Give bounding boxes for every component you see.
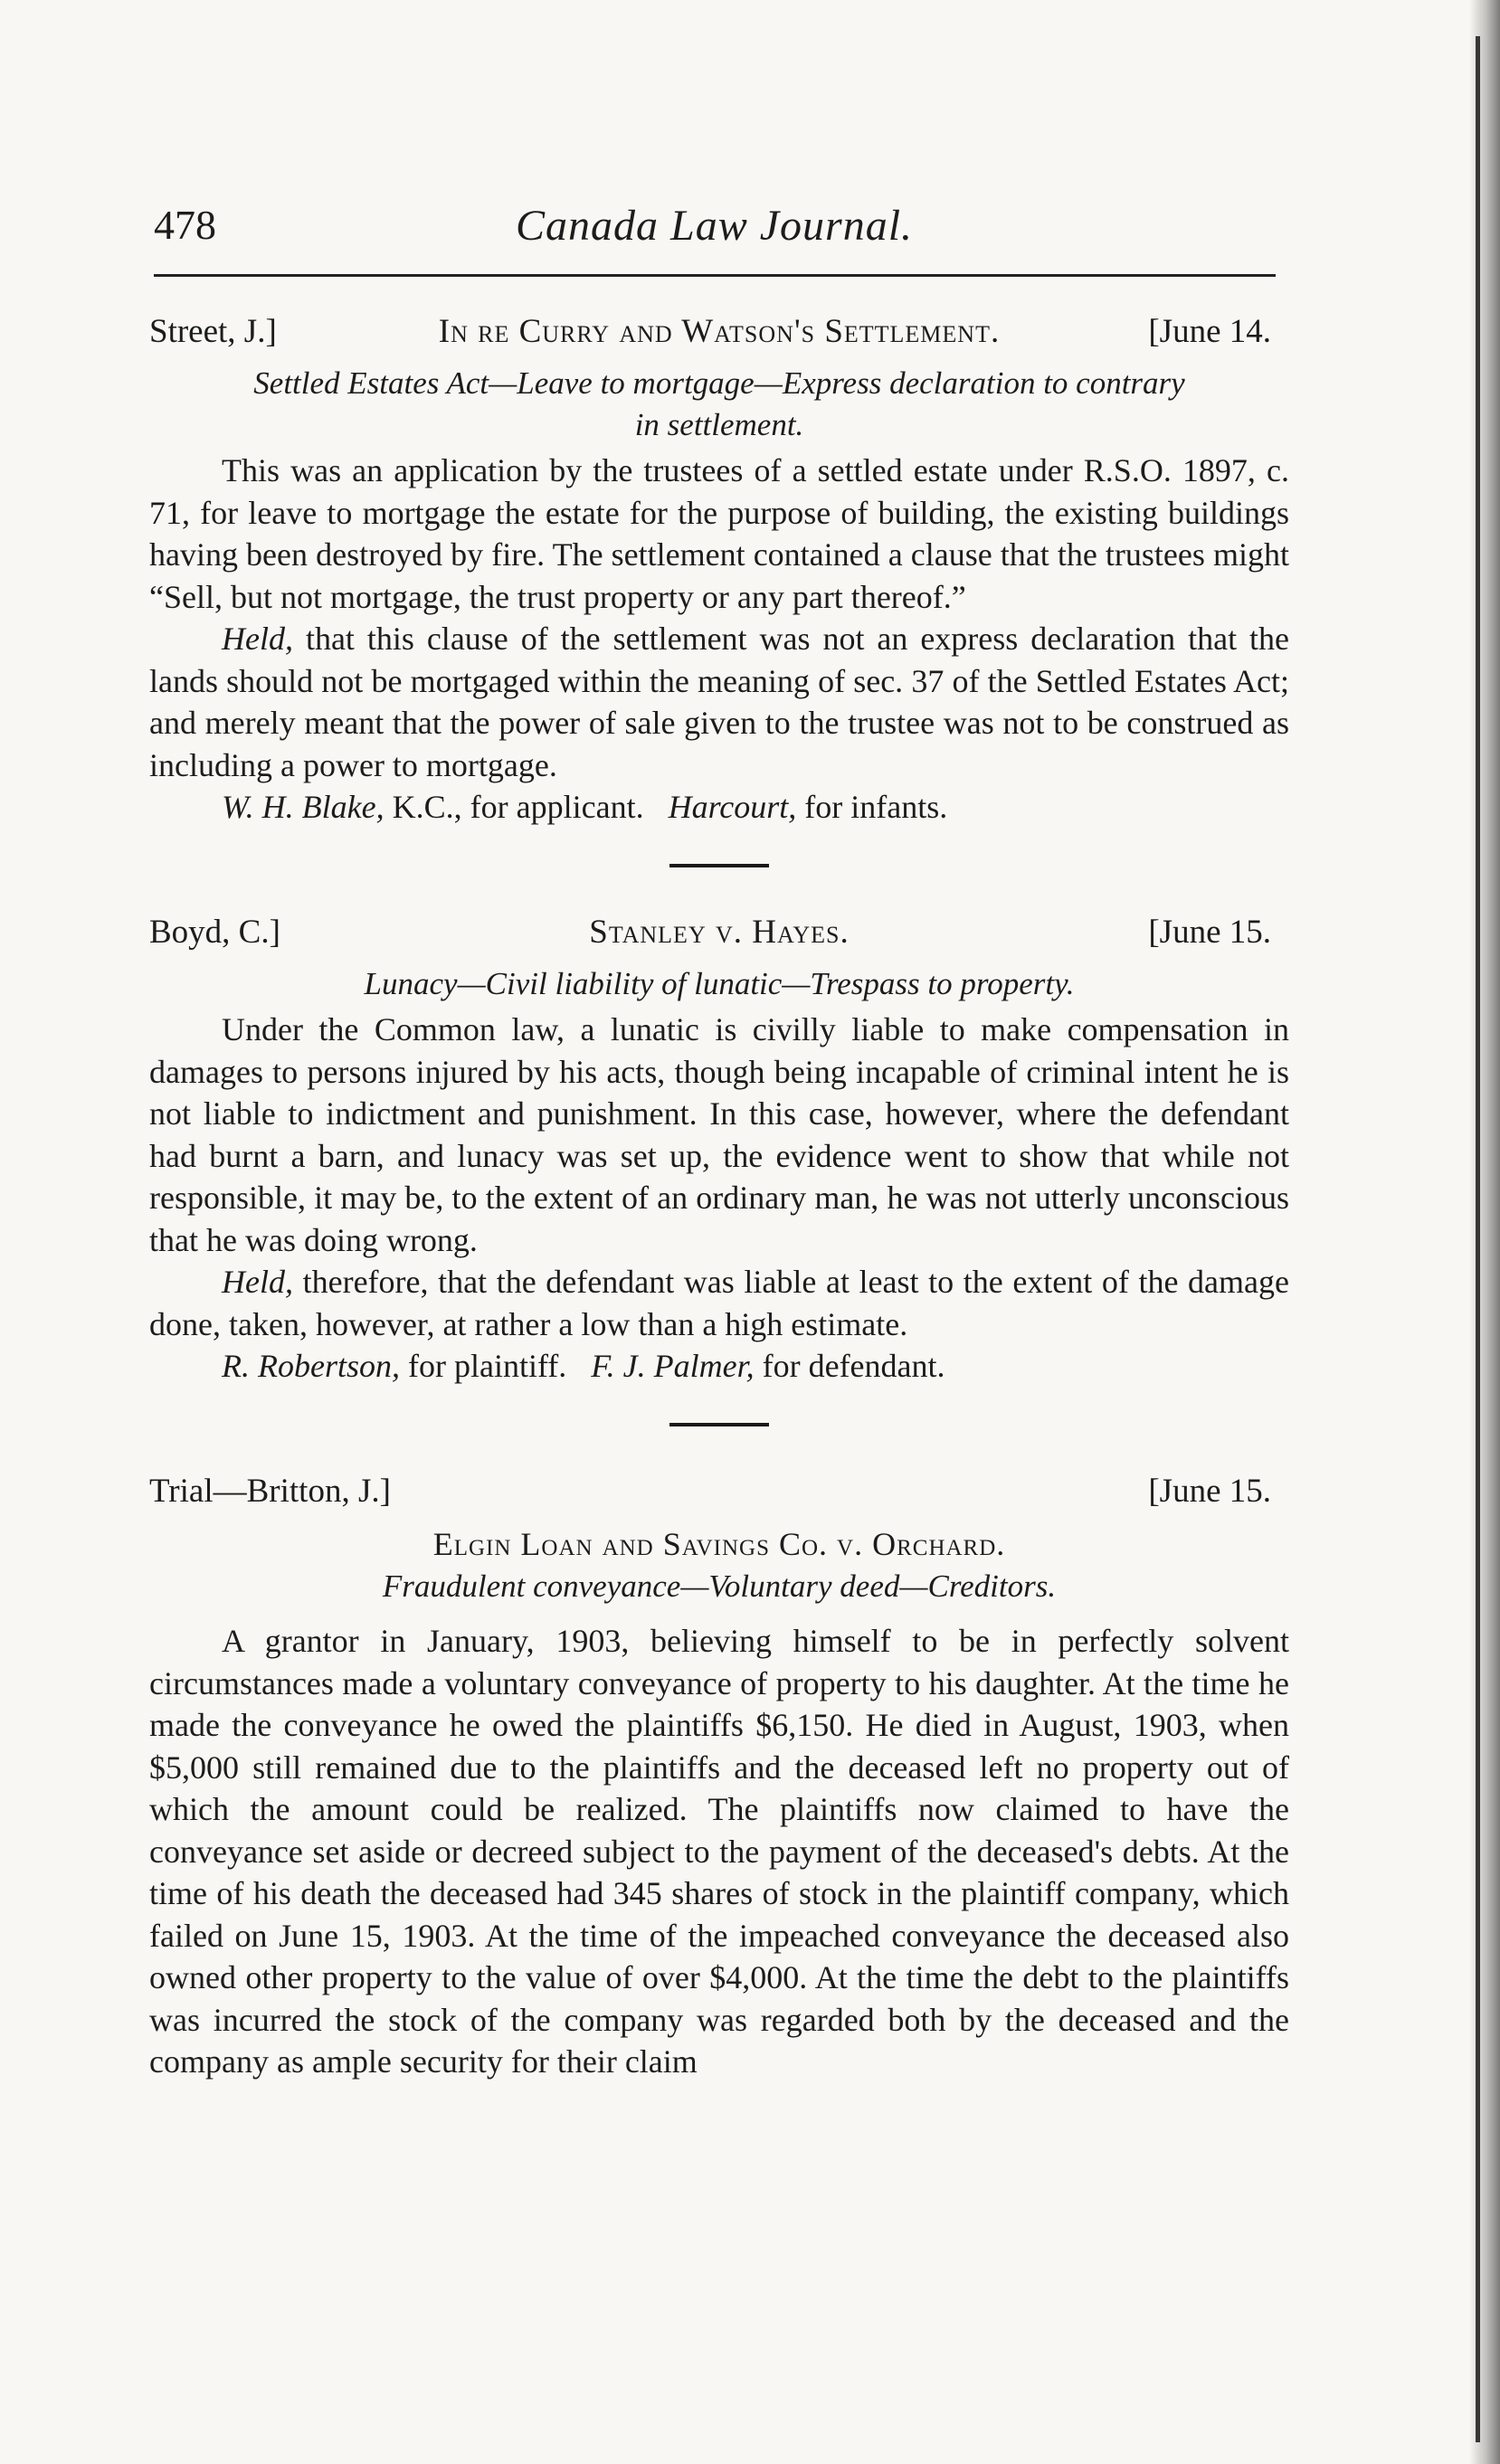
running-header <box>154 201 1276 264</box>
holding-text: therefore, that the defendant was liable at least to the extent of the damage done, taken, however, at rather a low than a high estimate. <box>149 1264 1289 1342</box>
case-counsel <box>149 1345 1289 1387</box>
case-heading <box>149 913 1289 963</box>
header-rule <box>154 274 1276 277</box>
counsel-2-name: F. J. Palmer, <box>591 1348 755 1384</box>
case-name: Stanley v. Hayes. <box>589 914 850 951</box>
case-subject <box>149 1566 1289 1607</box>
case-elgin-loan-orchard <box>149 1472 1289 2083</box>
case-name: Elgin Loan and Savings Co. v. Orchard. <box>432 1526 1006 1562</box>
page-edge-line <box>1476 36 1480 2442</box>
case-judge: Trial—Britton, J.] <box>149 1473 391 1510</box>
case-judge: Boyd, C.] <box>149 914 280 951</box>
case-facts: This was an application by the trustees of a settled estate under R.S.O. 1897, c. 71, for leave to mortgage the estate for the purpose of building, the existing buildings having been destroyed by fire. The settlement contained a clause that the trustees might “Sell, but not mortgage, the trust property or any part thereof.” <box>149 452 1289 615</box>
counsel-1-name: R. Robertson, <box>222 1348 400 1384</box>
case-date: [June 15. <box>1148 914 1271 951</box>
counsel-2-name: Harcourt, <box>668 789 797 825</box>
case-name: In re Curry and Watson's Settlement. <box>438 313 1001 350</box>
case-subject-line-2: in settlement. <box>634 407 804 442</box>
text-column <box>149 312 1289 2083</box>
held-label: Held, <box>222 621 293 657</box>
case-date: [June 14. <box>1148 313 1271 350</box>
case-facts: Under the Common law, a lunatic is civilly liable to make compensation in damages to persons injured by his acts, though being incapable of criminal intent he is not liable to indictment and punishment. In this case, however, where the defendant had burnt a barn, and lunacy was set up, the evidence went to show that while not responsible, it may be, to the extent of an ordinary man, he was not utterly unconscious that he was doing wrong. <box>149 1011 1289 1258</box>
page-edge-shadow <box>1469 0 1500 2464</box>
case-judge: Street, J.] <box>149 313 277 350</box>
case-holding <box>149 618 1289 786</box>
case-counsel <box>149 786 1289 828</box>
case-subject-line-1: Fraudulent conveyance—Voluntary deed—Creditors. <box>382 1568 1057 1604</box>
counsel-1-role: for plaintiff. <box>407 1348 567 1384</box>
case-subject-line-1: Lunacy—Civil liability of lunatic—Trespass to property. <box>364 966 1075 1001</box>
case-subject <box>149 363 1289 446</box>
case-separator <box>669 1423 769 1426</box>
page-number: 478 <box>154 202 216 248</box>
counsel-1-role: K.C., for applicant. <box>392 789 644 825</box>
case-facts: A grantor in January, 1903, believing himself to be in perfectly solvent circumstances made a voluntary conveyance of property to his daughter. At the time he made the conveyance he owed the plaintiffs $6,150. He died in August, 1903, when $5,000 still remained due to the plaintiffs and the deceased left no property out of which the amount could be realized. The plaintiffs now claimed to have the conveyance set aside or decreed subject to the payment of the deceased's debts. At the time of his death the deceased had 345 shares of stock in the plaintiff company, which failed on June 15, 1903. At the time of the impeached conveyance the deceased also owned other property to the value of over $4,000. At the time the debt to the plaintiffs was incurred the stock of the company was regarded both by the deceased and the company as ample security for their claim <box>149 1623 1289 2080</box>
case-holding <box>149 1261 1289 1345</box>
counsel-2-role: for defendant. <box>762 1348 945 1384</box>
case-date: [June 15. <box>1148 1473 1271 1510</box>
case-separator <box>669 864 769 867</box>
case-subject-line-1: Settled Estates Act—Leave to mortgage—Express declaration to contrary <box>253 365 1185 401</box>
counsel-2-role: for infants. <box>804 789 948 825</box>
holding-text: that this clause of the settlement was not an express declaration that the lands should not be mortgaged within the meaning of sec. 37 of the Settled Estates Act; and merely meant that the power of sale given to the trustee was not to be construed as including a power to mortgage. <box>149 621 1290 783</box>
case-heading <box>149 312 1289 363</box>
case-stanley-hayes <box>149 913 1289 1387</box>
case-curry-watson <box>149 312 1289 828</box>
journal-title: Canada Law Journal. <box>516 202 914 250</box>
counsel-1-name: W. H. Blake, <box>222 789 384 825</box>
held-label: Held, <box>222 1264 293 1300</box>
case-subject <box>149 963 1289 1005</box>
case-heading <box>149 1472 1289 1522</box>
